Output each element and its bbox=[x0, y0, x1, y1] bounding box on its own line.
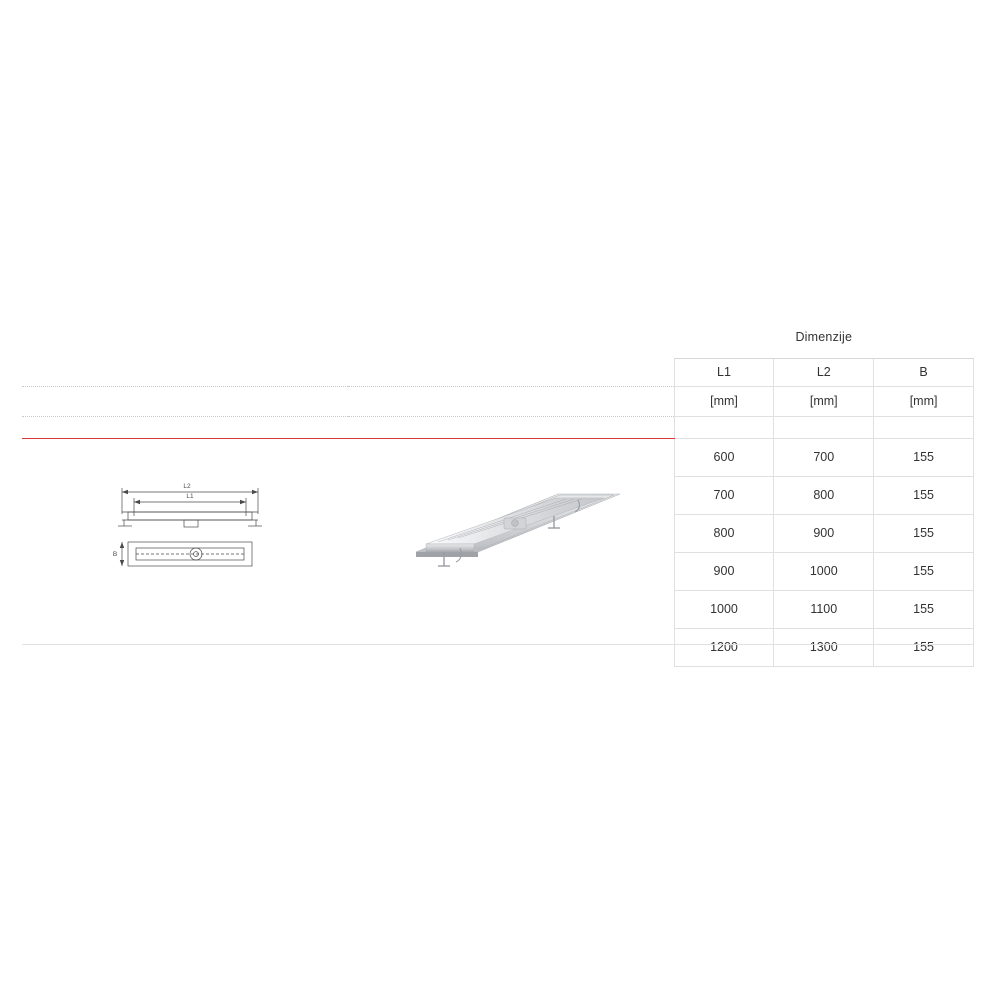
table-header-columns-row bbox=[22, 358, 974, 386]
cell-l2: 1000 bbox=[774, 552, 874, 590]
cell-b: 155 bbox=[874, 476, 974, 514]
dotted-rule-middle-1 bbox=[348, 358, 674, 386]
accent-rule-left bbox=[22, 416, 348, 438]
dotted-rule-middle-2 bbox=[348, 386, 674, 416]
cell-l1: 700 bbox=[674, 476, 774, 514]
cell-l2: 800 bbox=[774, 476, 874, 514]
cell-l2: 700 bbox=[774, 438, 874, 476]
cell-b: 155 bbox=[874, 552, 974, 590]
technical-drawing bbox=[108, 466, 288, 586]
cell-b: 155 bbox=[874, 628, 974, 666]
table-bottom-rule bbox=[22, 644, 974, 645]
column-header-l2: L2 bbox=[774, 358, 874, 386]
drawing-label-l2: L2 bbox=[183, 483, 191, 490]
table-units-row bbox=[22, 386, 974, 416]
accent-rule-l1 bbox=[674, 416, 774, 438]
drawing-label-b: B bbox=[112, 551, 118, 558]
unit-l1: [mm] bbox=[674, 386, 774, 416]
unit-l2: [mm] bbox=[774, 386, 874, 416]
cell-l1: 600 bbox=[674, 438, 774, 476]
dimensions-group-header: Dimenzije bbox=[674, 316, 973, 358]
cell-l1: 800 bbox=[674, 514, 774, 552]
cell-b: 155 bbox=[874, 590, 974, 628]
accent-rule-middle bbox=[348, 416, 674, 438]
technical-drawing-svg bbox=[108, 466, 288, 586]
unit-b: [mm] bbox=[874, 386, 974, 416]
cell-l1: 900 bbox=[674, 552, 774, 590]
product-image bbox=[408, 478, 628, 588]
blank-cell-middle bbox=[348, 316, 674, 358]
product-image-svg bbox=[408, 478, 628, 588]
table-header-group-row bbox=[22, 316, 974, 358]
blank-cell-left bbox=[22, 316, 348, 358]
drawing-label-l1: L1 bbox=[186, 493, 194, 500]
column-header-b: B bbox=[874, 358, 974, 386]
column-header-l1: L1 bbox=[674, 358, 774, 386]
table-accent-separator-row bbox=[22, 416, 974, 438]
dotted-rule-left-2 bbox=[22, 386, 348, 416]
cell-l2: 1100 bbox=[774, 590, 874, 628]
cell-b: 155 bbox=[874, 514, 974, 552]
cell-l2: 1300 bbox=[774, 628, 874, 666]
dotted-rule-left-1 bbox=[22, 358, 348, 386]
accent-rule-l2 bbox=[774, 416, 874, 438]
cell-l1: 1000 bbox=[674, 590, 774, 628]
cell-l1: 1200 bbox=[674, 628, 774, 666]
cell-l2: 900 bbox=[774, 514, 874, 552]
accent-rule-b bbox=[874, 416, 974, 438]
cell-b: 155 bbox=[874, 438, 974, 476]
